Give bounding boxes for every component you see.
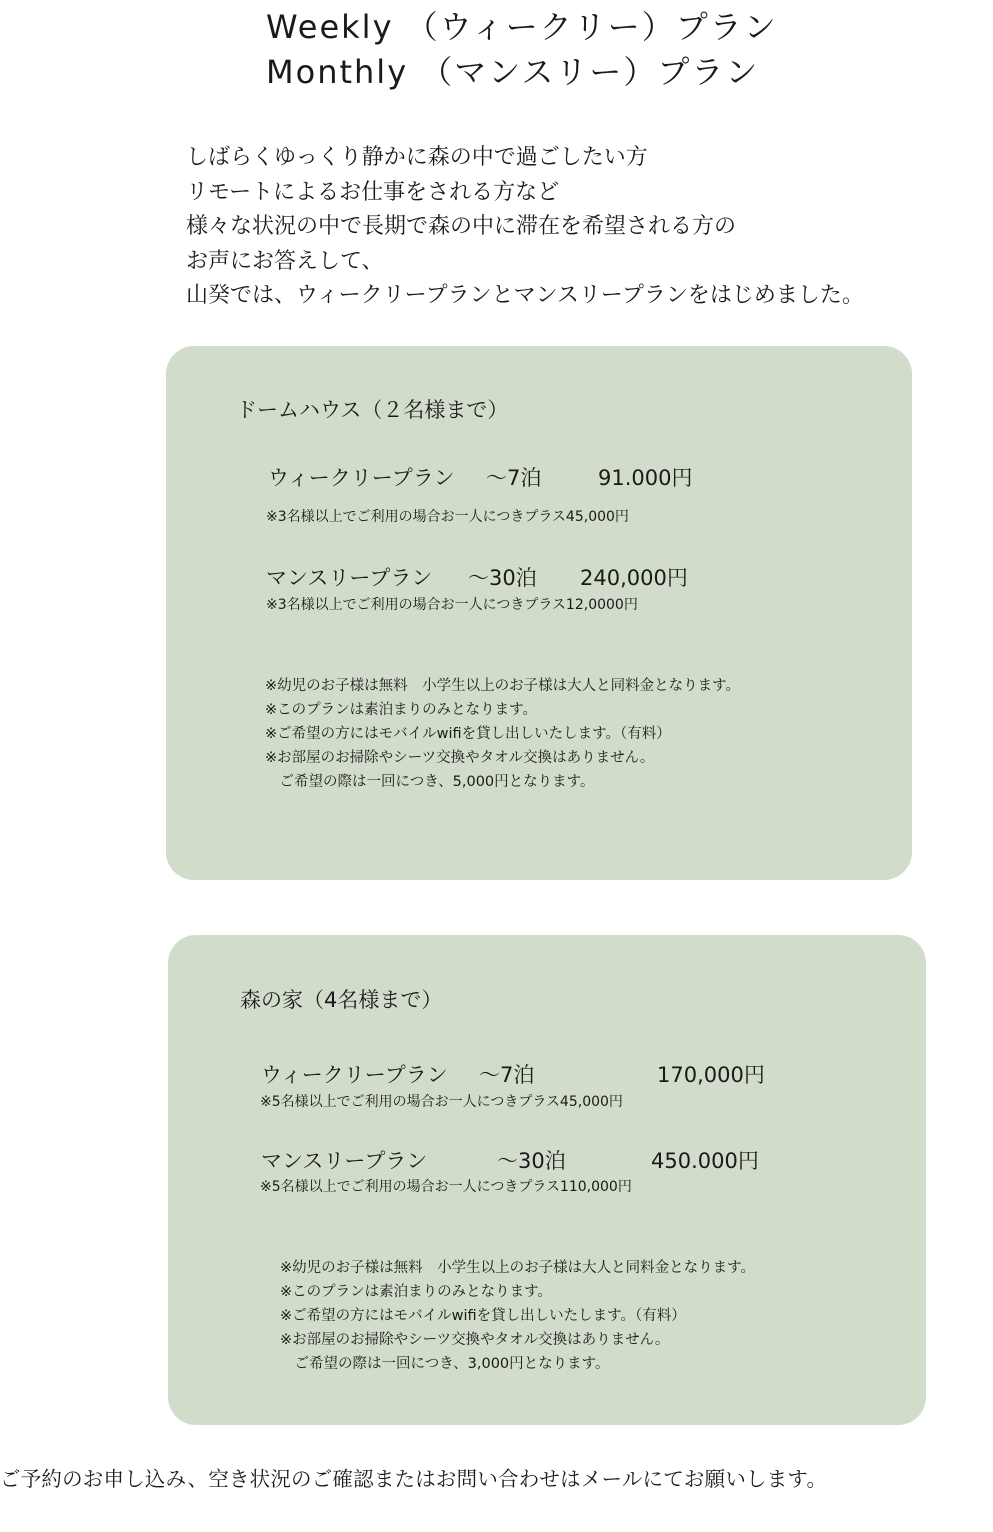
contact-footer: ご予約のお申し込み、空き状況のご確認またはお問い合わせはメールにてお願いします。 — [0, 1467, 828, 1491]
dome-house-notes — [265, 674, 740, 794]
intro-text — [186, 141, 946, 314]
forest-house-weekly-row — [261, 1059, 861, 1087]
weekly-plan-title: Weekly （ウィークリー）プラン — [266, 8, 778, 46]
plan-nights: 〜30泊 — [468, 566, 537, 590]
plan-label: マンスリープラン — [266, 566, 433, 590]
note-line: ※幼児のお子様は無料 小学生以上のお子様は大人と同料金となります。 — [265, 678, 740, 694]
forest-house-heading: 森の家（4名様まで） — [240, 988, 443, 1012]
plan-price: 91.000円 — [598, 466, 693, 490]
plan-price: 170,000円 — [657, 1063, 765, 1087]
plan-nights: 〜30泊 — [497, 1149, 566, 1173]
intro-line: 山癸では、ウィークリープランとマンスリープランをはじめました。 — [186, 283, 864, 308]
note-line: ※このプランは素泊まりのみとなります。 — [280, 1284, 552, 1300]
intro-line: お声にお答えして、 — [186, 248, 384, 274]
dome-house-card — [166, 346, 912, 880]
plan-label: マンスリープラン — [261, 1149, 428, 1173]
note-line: ※お部屋のお掃除やシーツ交換やタオル交換はありません。 — [265, 750, 655, 766]
note-line: ※ご希望の方にはモバイルwifiを貸し出しいたします。（有料） — [280, 1308, 686, 1324]
note-line: ご希望の際は一回につき、5,000円となります。 — [265, 774, 595, 790]
intro-line: しばらくゆっくり静かに森の中で過ごしたい方 — [186, 145, 648, 170]
dome-house-weekly-row — [268, 462, 828, 490]
plan-price: 450.000円 — [651, 1149, 759, 1173]
dome-house-monthly-row — [266, 562, 826, 590]
plan-label: ウィークリープラン — [268, 466, 455, 490]
note-line: ※幼児のお子様は無料 小学生以上のお子様は大人と同料金となります。 — [280, 1260, 755, 1276]
monthly-plan-title: Monthly （マンスリー）プラン — [266, 53, 760, 91]
note-line: ※このプランは素泊まりのみとなります。 — [265, 702, 537, 718]
forest-house-weekly-note: ※5名様以上でご利用の場合お一人につきプラス45,000円 — [260, 1094, 623, 1110]
dome-house-heading: ドームハウス（２名様まで） — [236, 398, 509, 422]
plan-price: 240,000円 — [580, 566, 688, 590]
note-line: ※ご希望の方にはモバイルwifiを貸し出しいたします。（有料） — [265, 726, 671, 742]
intro-line: 様々な状況の中で長期で森の中に滞在を希望される方の — [186, 214, 737, 239]
forest-house-card — [168, 935, 926, 1425]
intro-line: リモートによるお仕事をされる方など — [186, 179, 560, 205]
forest-house-monthly-note: ※5名様以上でご利用の場合お一人につきプラス110,000円 — [260, 1179, 632, 1195]
plan-nights: 〜7泊 — [479, 1063, 535, 1087]
forest-house-notes — [280, 1256, 755, 1376]
note-line: ※お部屋のお掃除やシーツ交換やタオル交換はありません。 — [280, 1332, 670, 1348]
dome-house-weekly-note: ※3名様以上でご利用の場合お一人につきプラス45,000円 — [266, 509, 629, 525]
dome-house-monthly-note: ※3名様以上でご利用の場合お一人につきプラス12,0000円 — [266, 597, 638, 613]
plan-label: ウィークリープラン — [261, 1063, 448, 1087]
plan-nights: 〜7泊 — [486, 466, 542, 490]
note-line: ご希望の際は一回につき、3,000円となります。 — [280, 1356, 610, 1372]
forest-house-monthly-row — [261, 1145, 861, 1173]
